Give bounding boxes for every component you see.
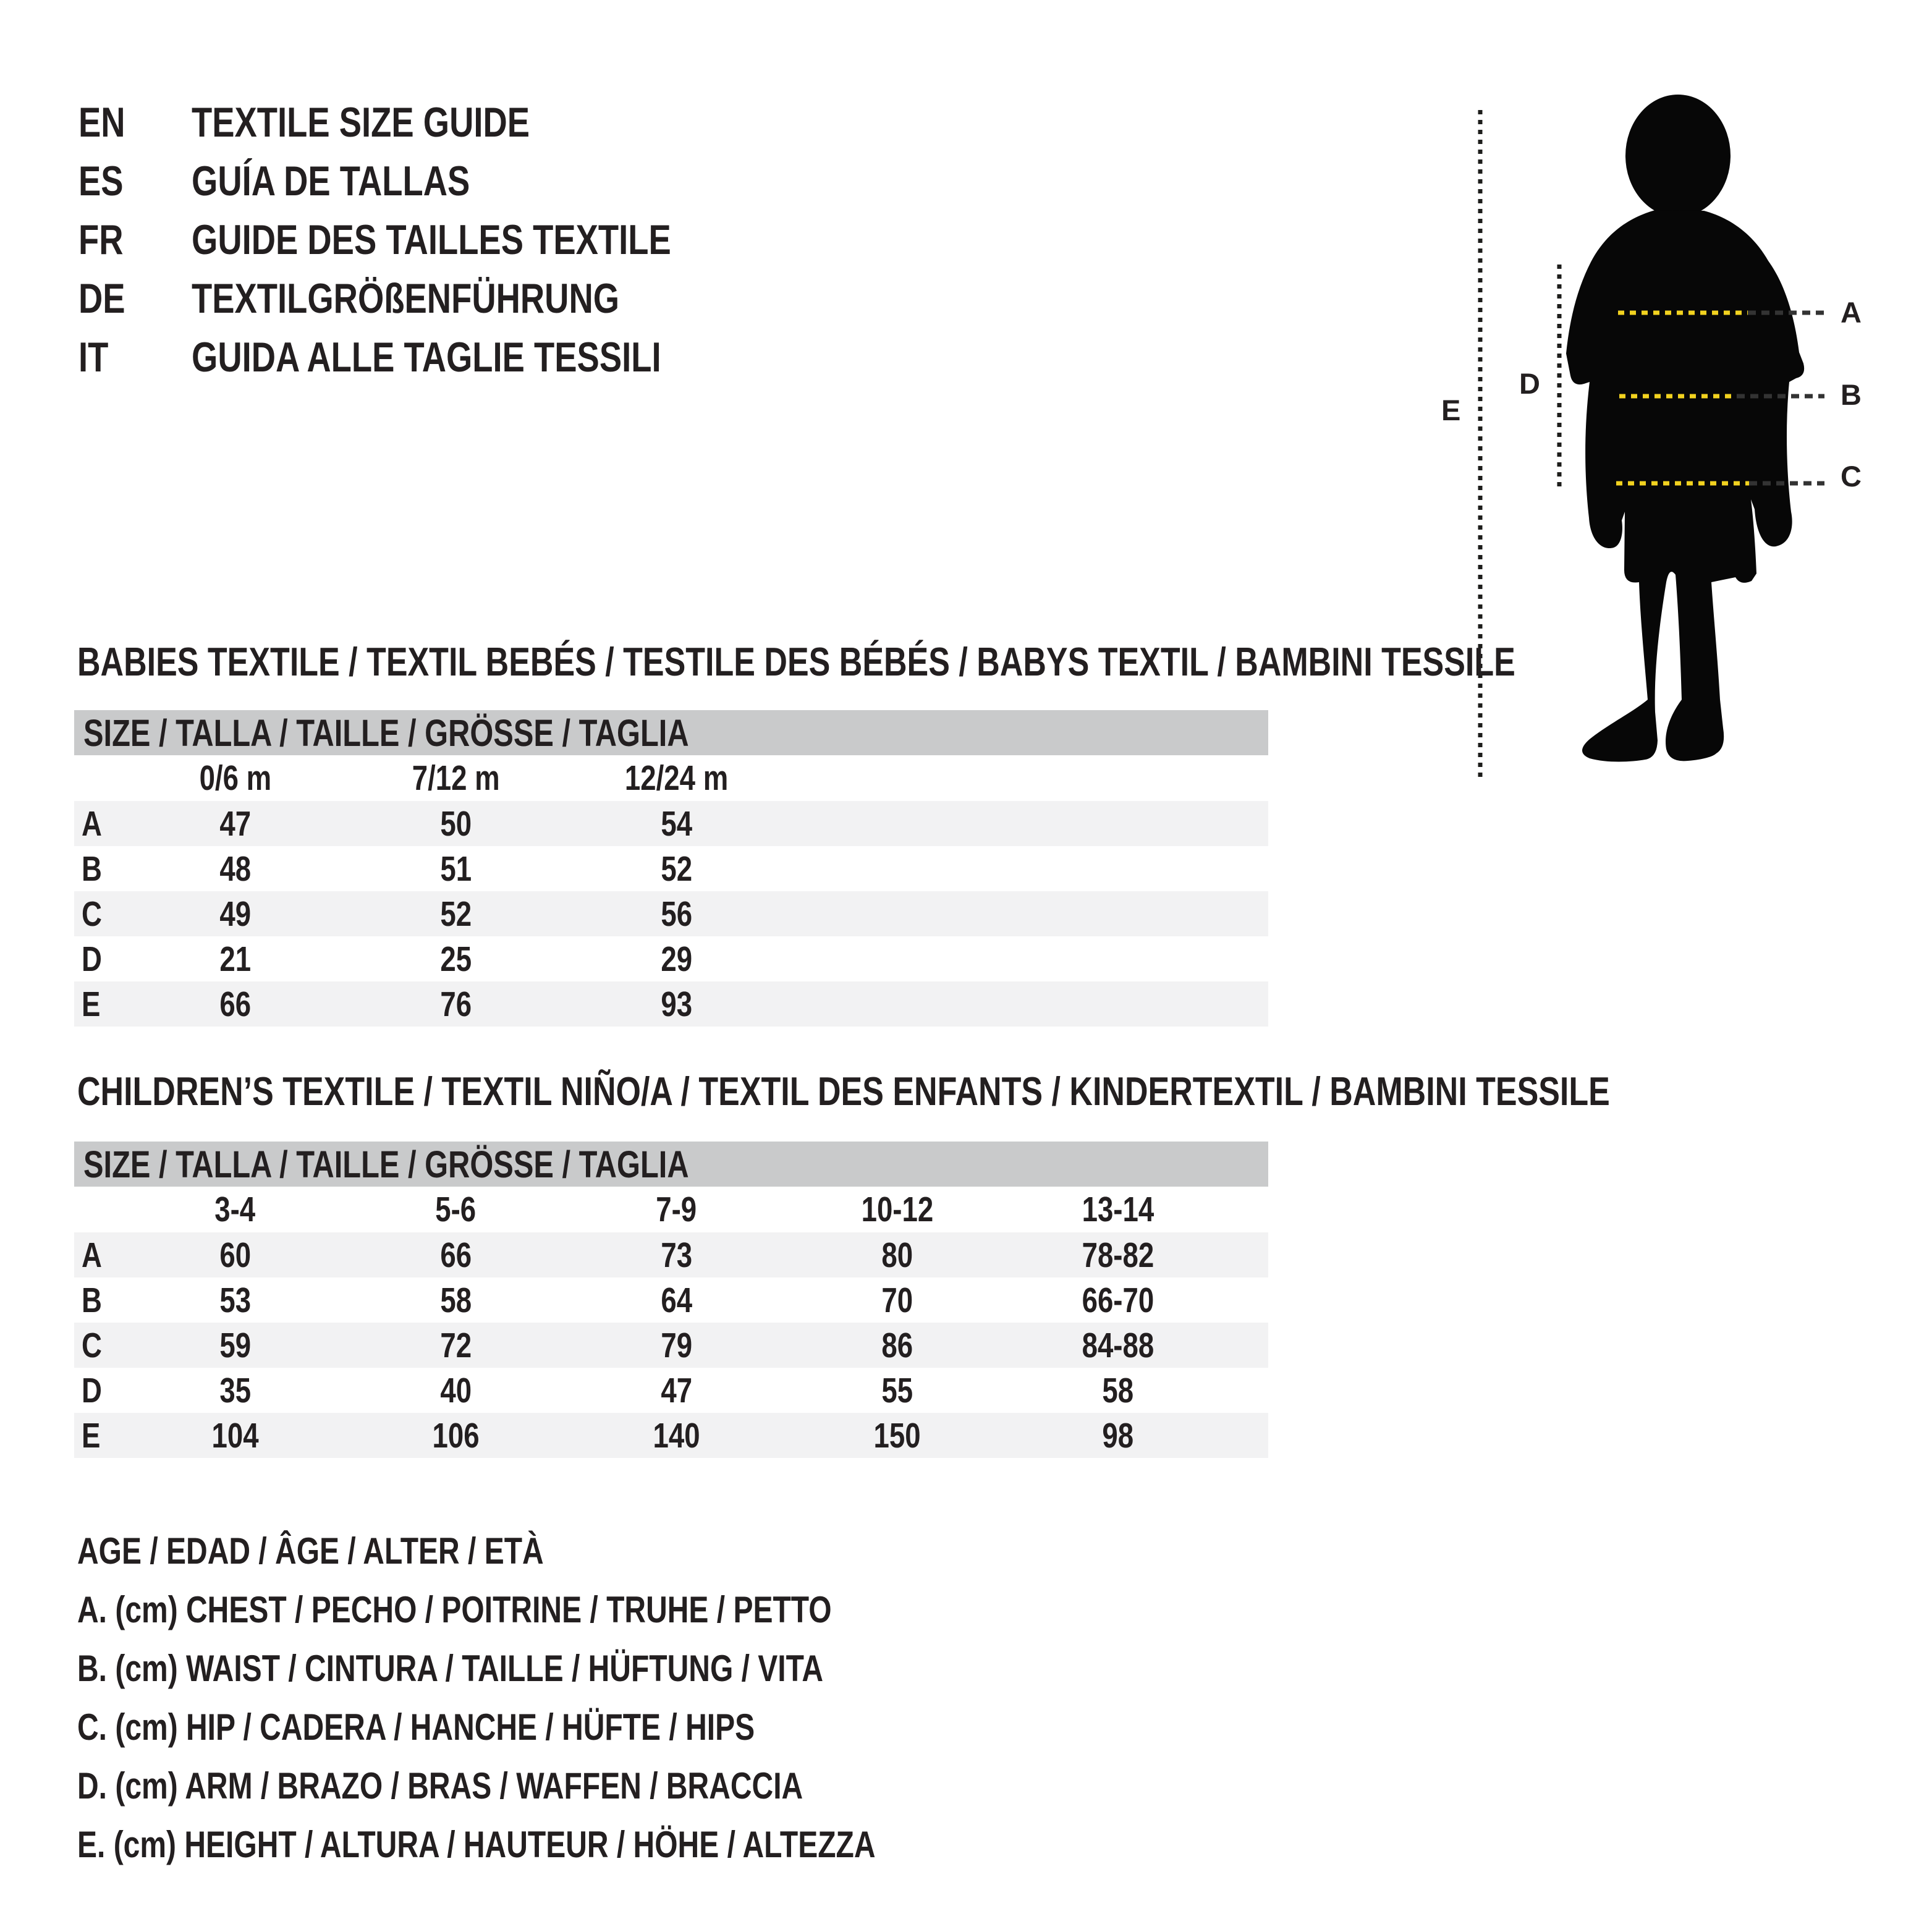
language-guide-title: TEXTILGRÖßENFÜHRUNG (192, 274, 620, 322)
column-header: 7-9 (656, 1190, 697, 1229)
table-row (74, 1368, 1268, 1413)
value-cell: 58 (1102, 1370, 1133, 1410)
value-cell: 106 (432, 1415, 480, 1455)
value-cell: 21 (219, 939, 251, 979)
language-title-block (78, 93, 791, 386)
legend-row: E. (cm) HEIGHT / ALTURA / HAUTEUR / HÖHE / ALTEZZA (77, 1824, 876, 1865)
value-cell: 84-88 (1082, 1325, 1154, 1365)
measurement-diagram (1428, 87, 1922, 791)
value-cell: 66 (219, 984, 251, 1024)
table-row (74, 846, 1268, 891)
column-header: 10-12 (861, 1190, 933, 1229)
value-cell: 58 (440, 1280, 472, 1320)
value-cell: 29 (661, 939, 692, 979)
value-cell: 80 (881, 1235, 913, 1275)
value-cell: 55 (881, 1370, 913, 1410)
children-heading-text: CHILDREN’S TEXTILE / TEXTIL NIÑO/A / TEXTIL DES ENFANTS / KINDERTEXTIL / BAMBINI TESSILE (77, 1069, 1610, 1114)
language-code: FR (78, 216, 124, 263)
value-cell: 52 (440, 894, 472, 934)
legend-row: B. (cm) WAIST / CINTURA / TAILLE / HÜFTUNG / VITA (77, 1648, 824, 1689)
table-row (74, 801, 1268, 846)
column-header: 13-14 (1082, 1190, 1154, 1229)
language-row (78, 210, 791, 269)
value-cell: 73 (661, 1235, 692, 1275)
value-cell: 86 (881, 1325, 913, 1365)
value-cell: 78-82 (1082, 1235, 1154, 1275)
babies-size-table (74, 710, 1268, 1027)
column-header: 12/24 m (624, 758, 729, 798)
marker-b-label: B (1841, 378, 1862, 411)
language-row (78, 93, 791, 151)
language-code: DE (78, 274, 125, 322)
column-header: 0/6 m (199, 758, 271, 798)
value-cell: 25 (440, 939, 472, 979)
row-label: A (82, 1235, 102, 1275)
value-cell: 59 (219, 1325, 251, 1365)
column-header-row (74, 1187, 1268, 1232)
measurement-legend (77, 1522, 1075, 1874)
size-header-bar (74, 710, 1268, 755)
value-cell: 70 (881, 1280, 913, 1320)
value-cell: 50 (440, 803, 472, 844)
value-cell: 64 (661, 1280, 692, 1320)
row-label: B (82, 1280, 102, 1320)
babies-heading-text: BABIES TEXTILE / TEXTIL BEBÉS / TESTILE DES BÉBÉS / BABYS TEXTIL / BAMBINI TESSILE (77, 639, 1515, 684)
language-row (78, 151, 791, 210)
row-label: D (82, 1370, 102, 1410)
row-label: E (82, 984, 101, 1024)
value-cell: 40 (440, 1370, 472, 1410)
language-code: ES (78, 157, 124, 205)
language-row (78, 269, 791, 328)
language-guide-title: GUIDA ALLE TAGLIE TESSILI (192, 333, 661, 381)
value-cell: 35 (219, 1370, 251, 1410)
row-label: C (82, 894, 102, 934)
value-cell: 72 (440, 1325, 472, 1365)
column-header-row (74, 755, 1268, 801)
size-header-text: SIZE / TALLA / TAILLE / GRÖSSE / TAGLIA (83, 711, 689, 754)
table-row (74, 1323, 1268, 1368)
marker-a-label: A (1841, 296, 1862, 329)
value-cell: 66 (440, 1235, 472, 1275)
value-cell: 47 (661, 1370, 692, 1410)
value-cell: 93 (661, 984, 692, 1024)
value-cell: 51 (440, 849, 472, 889)
babies-section-heading (77, 639, 1875, 684)
language-guide-title: TEXTILE SIZE GUIDE (192, 98, 530, 146)
table-row (74, 936, 1268, 981)
value-cell: 76 (440, 984, 472, 1024)
children-size-table (74, 1142, 1268, 1458)
legend-row: A. (cm) CHEST / PECHO / POITRINE / TRUHE / PETTO (77, 1589, 832, 1630)
value-cell: 49 (219, 894, 251, 934)
language-guide-title: GUÍA DE TALLAS (192, 157, 470, 205)
value-cell: 104 (211, 1415, 259, 1455)
table-row (74, 891, 1268, 936)
language-row (78, 328, 791, 386)
size-header-bar (74, 1142, 1268, 1187)
column-header: 3-4 (214, 1190, 256, 1229)
row-label: C (82, 1325, 102, 1365)
row-label: D (82, 939, 102, 979)
value-cell: 79 (661, 1325, 692, 1365)
children-section-heading (77, 1069, 1932, 1114)
value-cell: 98 (1102, 1415, 1133, 1455)
value-cell: 53 (219, 1280, 251, 1320)
row-label: B (82, 849, 102, 889)
marker-e-label: E (1441, 394, 1461, 426)
column-header: 5-6 (435, 1190, 477, 1229)
language-code: IT (78, 333, 109, 381)
legend-row: C. (cm) HIP / CADERA / HANCHE / HÜFTE / HIPS (77, 1706, 755, 1748)
size-header-text: SIZE / TALLA / TAILLE / GRÖSSE / TAGLIA (83, 1143, 689, 1185)
column-header: 7/12 m (412, 758, 500, 798)
table-row (74, 1413, 1268, 1458)
legend-row: AGE / EDAD / ÂGE / ALTER / ETÀ (77, 1530, 544, 1572)
value-cell: 150 (873, 1415, 921, 1455)
language-code: EN (78, 98, 125, 146)
table-row (74, 1277, 1268, 1323)
value-cell: 66-70 (1082, 1280, 1154, 1320)
language-guide-title: GUIDE DES TAILLES TEXTILE (192, 216, 671, 263)
marker-c-label: C (1841, 460, 1862, 493)
value-cell: 54 (661, 803, 692, 844)
value-cell: 52 (661, 849, 692, 889)
value-cell: 47 (219, 803, 251, 844)
legend-row: D. (cm) ARM / BRAZO / BRAS / WAFFEN / BRACCIA (77, 1765, 803, 1807)
value-cell: 56 (661, 894, 692, 934)
value-cell: 60 (219, 1235, 251, 1275)
row-label: A (82, 803, 102, 844)
marker-d-label: D (1519, 367, 1540, 400)
value-cell: 48 (219, 849, 251, 889)
value-cell: 140 (653, 1415, 700, 1455)
row-label: E (82, 1415, 101, 1455)
table-row (74, 981, 1268, 1027)
table-row (74, 1232, 1268, 1277)
